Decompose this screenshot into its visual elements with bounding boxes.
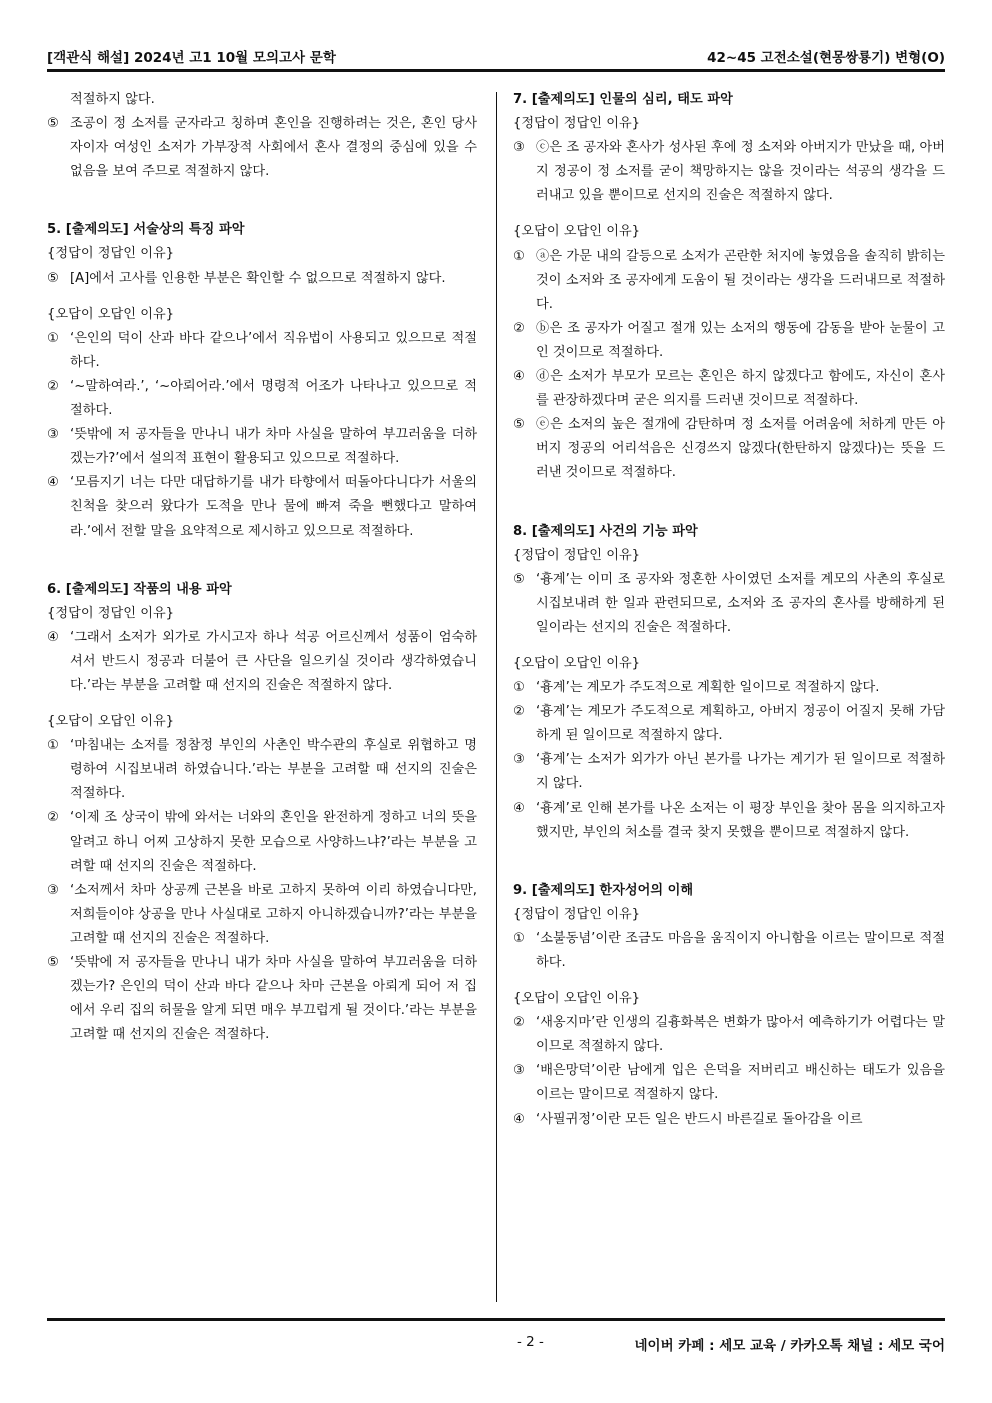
explanation-text: [A]에서 고사를 인용한 부분은 확인할 수 없으므로 적절하지 않다. xyxy=(70,270,446,286)
answer-item xyxy=(47,734,477,806)
explanation-text: ⓔ은 소저의 높은 절개에 감탄하며 정 소저를 어려움에 처하게 만든 아버지 정공의 어리석음은 신경쓰지 않겠다(한탄하지 않겠다)는 뜻을 드러낸 것이므로 적절하다. xyxy=(536,417,945,481)
answer-item xyxy=(47,267,477,291)
header-subtitle: 42~45 고전소설(현몽쌍룡기) 변형(O) xyxy=(707,50,945,66)
answer-item xyxy=(47,806,477,878)
choice-marker: ① xyxy=(513,680,525,696)
correct-label: {정답이 정답인 이유} xyxy=(47,246,175,262)
answer-item xyxy=(47,879,477,951)
page-header xyxy=(47,40,945,70)
answer-item xyxy=(47,112,477,184)
explanation-text: ⓐ은 가문 내의 갈등으로 소저가 곤란한 처지에 놓였음을 솔직히 밝히는 것이 소저와 조 공자에게 도움이 될 것이라는 생각을 드러내므로 적절하다. xyxy=(536,248,945,312)
choice-marker: ⑤ xyxy=(47,955,59,970)
explanation-text: ‘이제 조 상국이 밖에 와서는 너와의 혼인을 완전하게 정하고 너의 뜻을 알려고 하니 어찌 고상하지 못한 모습으로 사양하느냐?’라는 부분을 고려할 때 선지의 진술은 적절하다. xyxy=(70,810,477,874)
explanation-text: ‘흉계’는 이미 조 공자와 정혼한 사이였던 소저를 계모의 사촌의 후실로 시집보내려 한 일과 관련되므로, 소저와 조 공자의 혼사를 방해하게 된 일이라는 선지의 진술은 적절하다. xyxy=(536,571,945,635)
choice-marker: ④ xyxy=(47,629,59,645)
explanation-text: ‘배은망덕’이란 남에게 입은 은덕을 저버리고 배신하는 태도가 있음을 이르는 말이므로 적절하지 않다. xyxy=(536,1063,945,1103)
left-column xyxy=(47,88,477,1047)
question-heading: 5. [출제의도] 서술상의 특징 파악 xyxy=(47,222,245,238)
choice-marker: ② xyxy=(47,378,59,394)
right-column xyxy=(513,88,945,1132)
wrong-label: {오답이 오답인 이유} xyxy=(513,655,641,671)
correct-label: {정답이 정답인 이유} xyxy=(513,547,641,563)
answer-item xyxy=(513,700,945,748)
explanation-text: ‘흉계’는 계모가 주도적으로 계획한 일이므로 적절하지 않다. xyxy=(536,680,880,696)
choice-marker: ③ xyxy=(513,752,525,768)
page-number: - 2 - xyxy=(517,1334,544,1350)
wrong-label: {오답이 오답인 이유} xyxy=(47,306,175,322)
explanation-text: ‘흉계’는 계모가 주도적으로 계획하고, 아버지 정공이 어질지 못해 가담하게 된 일이므로 적절하지 않다. xyxy=(536,704,945,744)
choice-marker: ④ xyxy=(513,369,525,385)
answer-item xyxy=(513,568,945,640)
explanation-text: ‘소불동념’이란 조금도 마음을 움직이지 아니함을 이르는 말이므로 적절하다. xyxy=(536,930,945,970)
wrong-label: {오답이 오답인 이유} xyxy=(513,991,641,1007)
answer-item xyxy=(47,471,477,543)
choice-marker: ① xyxy=(513,930,525,946)
column-divider xyxy=(496,92,497,1302)
answer-item xyxy=(513,927,945,975)
question-heading: 6. [출제의도] 작품의 내용 파악 xyxy=(47,581,232,597)
choice-marker: ⑤ xyxy=(513,417,525,433)
explanation-text: ‘새옹지마’란 인생의 길흉화복은 변화가 많아서 예측하기가 어렵다는 말이므로 적절하지 않다. xyxy=(536,1015,945,1055)
explanation-text: ⓑ은 조 공자가 어질고 절개 있는 소저의 행동에 감동을 받아 눈물이 고인 것이므로 적절하다. xyxy=(536,320,945,360)
explanation-text: ‘뜻밖에 저 공자들을 만나니 내가 차마 사실을 말하여 부끄러움을 더하겠는가? 은인의 덕이 산과 바다 같으나 차마 근본을 아뢰게 되어 저 집에서 우리 집의 허물을 알게 되면 매우 부끄럽게 될 것이다.’라는 부분을 고려할 때 선지의 진술은 적절하다. xyxy=(70,955,477,1043)
choice-marker: ④ xyxy=(47,475,59,491)
choice-marker: ③ xyxy=(47,882,59,898)
choice-marker: ② xyxy=(513,704,525,720)
explanation-text: ‘사필귀정’이란 모든 일은 반드시 바른길로 돌아감을 이르 xyxy=(536,1111,863,1127)
page-footer xyxy=(47,1334,945,1358)
answer-item xyxy=(47,951,477,1047)
answer-item xyxy=(513,317,945,365)
choice-marker: ⑤ xyxy=(47,270,59,286)
continued-text: 적절하지 않다. xyxy=(70,92,155,107)
answer-item xyxy=(513,1011,945,1059)
answer-item xyxy=(513,1108,945,1132)
wrong-label: {오답이 오답인 이유} xyxy=(47,714,175,730)
header-title: [객관식 해설] 2024년 고1 10월 모의고사 문학 xyxy=(47,50,336,66)
answer-item xyxy=(513,365,945,413)
question-heading: 9. [출제의도] 한자성어의 이해 xyxy=(513,882,694,898)
explanation-text: ‘흉계’로 인해 본가를 나온 소저는 이 평장 부인을 찾아 몸을 의지하고자 했지만, 부인의 처소를 결국 찾지 못했을 뿐이므로 적절하지 않다. xyxy=(536,800,945,840)
header-rule xyxy=(47,69,945,72)
choice-marker: ② xyxy=(513,320,525,336)
choice-marker: ⑤ xyxy=(513,571,525,587)
answer-item xyxy=(47,423,477,471)
answer-item xyxy=(513,245,945,317)
explanation-text: ‘~말하여라.’, ‘~아뢰어라.’에서 명령적 어조가 나타나고 있으므로 적절하다. xyxy=(70,378,477,419)
choice-marker: ③ xyxy=(513,1063,525,1079)
answer-item xyxy=(513,136,945,208)
explanation-text: ‘뜻밖에 저 공자들을 만나니 내가 차마 사실을 말하여 부끄러움을 더하겠는가?’에서 설의적 표현이 활용되고 있으므로 적절하다. xyxy=(70,427,477,467)
question-heading: 8. [출제의도] 사건의 기능 파악 xyxy=(513,523,698,539)
correct-label: {정답이 정답인 이유} xyxy=(47,605,175,621)
choice-marker: ③ xyxy=(513,140,525,156)
question-heading: 7. [출제의도] 인물의 심리, 태도 파악 xyxy=(513,92,733,107)
correct-label: {정답이 정답인 이유} xyxy=(513,906,641,922)
explanation-text: ‘마침내는 소저를 정참정 부인의 사촌인 박수관의 후실로 위협하고 명령하여 시집보내려 하였습니다.’라는 부분을 고려할 때 선지의 진술은 적절하다. xyxy=(70,738,477,802)
explanation-text: 조공이 정 소저를 군자라고 칭하며 혼인을 진행하려는 것은, 혼인 당사자이자 여성인 소저가 가부장적 사회에서 혼사 결정의 중심에 있을 수 없음을 보여 주므로 적절하지 않다. xyxy=(70,116,477,180)
answer-item xyxy=(513,748,945,796)
explanation-text: ‘흉계’는 소저가 외가가 아닌 본가를 나가는 계기가 된 일이므로 적절하지 않다. xyxy=(536,752,945,792)
answer-item xyxy=(513,676,945,700)
answer-item xyxy=(47,375,477,423)
explanation-text: ‘소저께서 차마 상공께 근본을 바로 고하지 못하여 이리 하였습니다만, 저희들이야 상공을 만나 사실대로 고하지 아니하겠습니까?’라는 부분을 고려할 때 선지의 진술은 적절하다. xyxy=(70,882,477,946)
answer-item xyxy=(47,626,477,698)
explanation-text: ‘은인의 덕이 산과 바다 같으나’에서 직유법이 사용되고 있으므로 적절하다. xyxy=(70,330,477,370)
correct-label: {정답이 정답인 이유} xyxy=(513,116,641,132)
choice-marker: ① xyxy=(47,738,59,754)
answer-item xyxy=(513,1059,945,1107)
answer-item xyxy=(47,327,477,375)
explanation-text: ⓒ은 조 공자와 혼사가 성사된 후에 정 소저와 아버지가 만났을 때, 아버지 정공이 정 소저를 굳이 책망하지는 않을 것이라는 석공의 생각을 드러내고 있을 뿐이므로 선지의 진술은 적절하지 않다. xyxy=(536,140,945,204)
explanation-text: ⓓ은 소저가 부모가 모르는 혼인은 하지 않겠다고 함에도, 자신이 혼사를 관장하겠다며 굳은 의지를 드러낸 것이므로 적절하다. xyxy=(536,369,945,409)
choice-marker: ③ xyxy=(47,427,59,443)
footer-rule xyxy=(47,1318,945,1321)
choice-marker: ④ xyxy=(513,1111,525,1127)
explanation-text: ‘모름지기 너는 다만 대답하기를 내가 타향에서 떠돌아다니다가 서울의 친척을 찾으러 왔다가 도적을 만나 물에 빠져 죽을 뻔했다고 말하여라.’에서 전할 말을 요약적으로 제시하고 있으므로 적절하다. xyxy=(70,475,477,539)
wrong-label: {오답이 오답인 이유} xyxy=(513,224,641,240)
answer-item xyxy=(513,797,945,845)
choice-marker: ② xyxy=(47,810,59,826)
choice-marker: ⑤ xyxy=(47,116,59,132)
choice-marker: ① xyxy=(513,248,525,264)
choice-marker: ② xyxy=(513,1015,525,1031)
answer-item xyxy=(513,413,945,485)
footer-credit: 네이버 카페 : 세모 교육 / 카카오톡 채널 : 세모 국어 xyxy=(634,1338,945,1354)
choice-marker: ① xyxy=(47,330,59,346)
explanation-text: ‘그래서 소저가 외가로 가시고자 하나 석공 어르신께서 성품이 엄숙하셔서 반드시 정공과 더불어 큰 사단을 일으키실 것이라 생각하였습니다.’라는 부분을 고려할 때 선지의 진술은 적절하지 않다. xyxy=(70,629,477,693)
choice-marker: ④ xyxy=(513,800,525,816)
